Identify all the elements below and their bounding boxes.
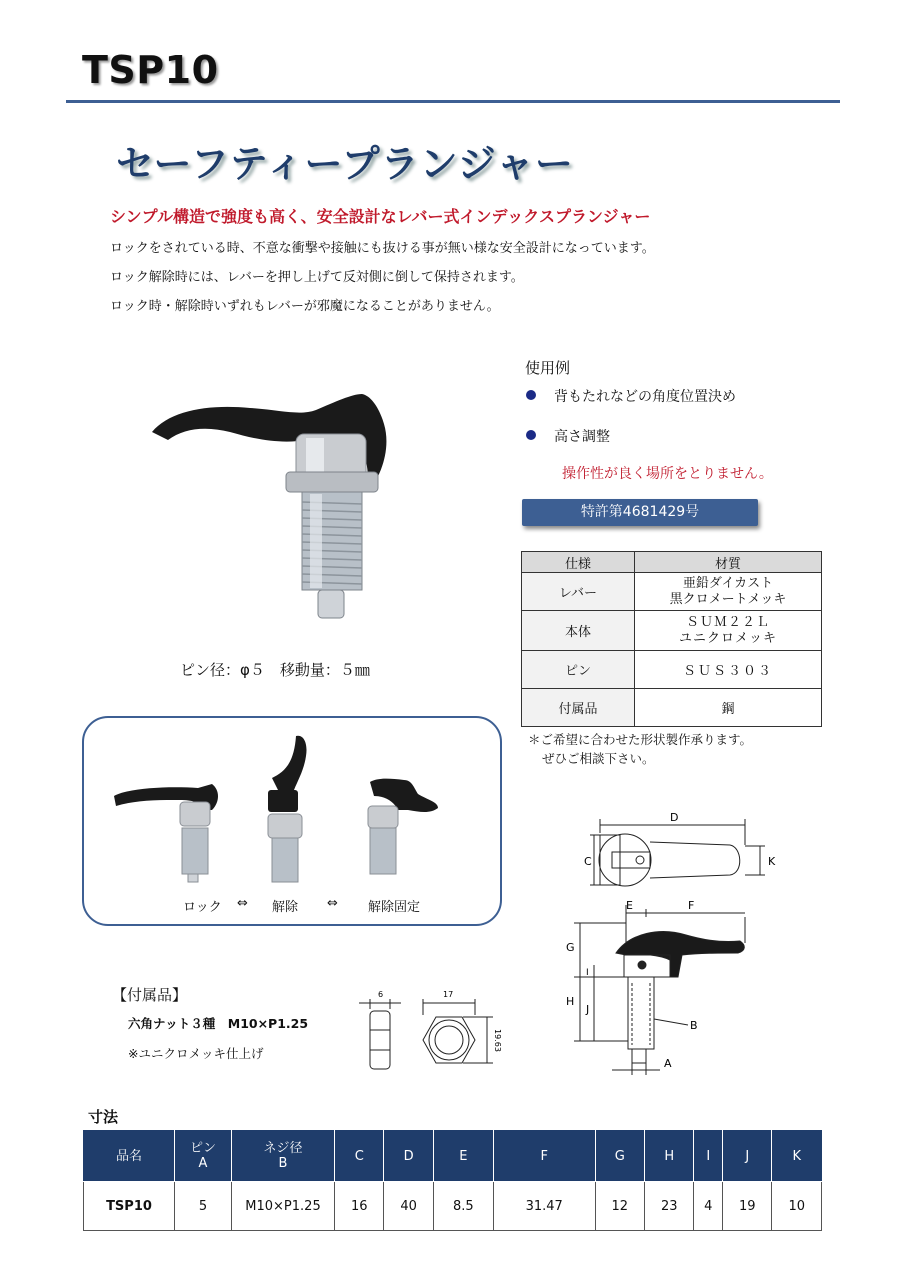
state-label-lock: ロック	[183, 900, 222, 915]
spec-header-row	[522, 552, 822, 573]
state-label-release: 解除	[272, 900, 299, 915]
arrow-icon: ⇔	[237, 896, 248, 911]
usage-item-label: 背もたれなどの角度位置決め	[554, 389, 736, 405]
dimensions-table	[83, 1130, 822, 1231]
product-title: セーフティープランジャー	[116, 142, 574, 186]
dim-cell: 23	[645, 1182, 694, 1231]
dim-cell: 40	[384, 1182, 433, 1231]
technical-drawing	[550, 805, 790, 1090]
spec-row	[522, 611, 822, 651]
usage-item-label: 高さ調整	[554, 429, 610, 445]
dim-label-A: A	[664, 1057, 672, 1070]
spec-material: ＳＵＳ３０３	[635, 651, 822, 689]
description-line: ロック解除時には、レバーを押し上げて反対側に倒して保持されます。	[110, 270, 524, 285]
dim-header: ピン A	[175, 1131, 232, 1182]
dim-cell: 5	[175, 1182, 232, 1231]
state-label-release-fixed: 解除固定	[368, 900, 421, 915]
dim-header: J	[723, 1131, 772, 1182]
dim-header: K	[772, 1131, 822, 1182]
description-line: ロック時・解除時いずれもレバーが邪魔になることがありません。	[110, 299, 500, 314]
side-view-lever	[616, 932, 744, 977]
dim-header: H	[645, 1131, 694, 1182]
dim-label-F: F	[688, 899, 695, 912]
dim-cell: 4	[694, 1182, 723, 1231]
spec-note-line: ぜひご相談下さい。	[542, 751, 655, 766]
pin-shape	[318, 590, 344, 618]
dim-header: G	[595, 1131, 644, 1182]
spec-material-line: 亜鉛ダイカスト	[682, 575, 774, 591]
model-title: TSP10	[82, 48, 219, 92]
dim-cell: 19	[723, 1182, 772, 1231]
hex-nut-drawing	[345, 985, 505, 1075]
usage-item	[526, 426, 610, 446]
dim-cell: M10×P1.25	[232, 1182, 335, 1231]
patent-badge: 特許第4681429号	[522, 499, 758, 526]
spec-note	[528, 730, 752, 768]
nut-dim-width: 17	[443, 990, 454, 999]
nut-dim-thickness: 6	[378, 990, 384, 999]
dim-label-H: H	[566, 995, 575, 1008]
dim-cell: 31.47	[493, 1182, 595, 1231]
dim-header: E	[433, 1131, 493, 1182]
spec-row	[522, 573, 822, 611]
spec-material	[635, 611, 822, 651]
release-state-figure	[268, 736, 307, 882]
dim-label-D: D	[670, 811, 679, 824]
usage-title: 使用例	[525, 359, 571, 377]
spec-header: 仕様	[522, 552, 635, 573]
release-fixed-state-figure	[368, 779, 438, 874]
lock-state-figure	[114, 784, 218, 882]
dim-cell: TSP10	[84, 1182, 175, 1231]
arrow-icon: ⇔	[327, 896, 338, 911]
tagline: シンプル構造で強度も高く、安全設計なレバー式インデックスプランジャー	[110, 207, 651, 226]
spec-material-line: ＳＵＭ２２Ｌ	[685, 614, 770, 630]
dim-cell: 8.5	[433, 1182, 493, 1231]
product-photo	[140, 380, 400, 630]
title-divider	[66, 100, 840, 103]
bullet-icon	[526, 430, 536, 440]
spec-material-line: 黒クロメートメッキ	[669, 591, 787, 607]
accessory-item: 六角ナット３種 M10×P1.25	[128, 1016, 309, 1031]
accessory-note: ※ユニクロメッキ仕上げ	[128, 1046, 264, 1061]
nut-dim-corner: 19.63	[493, 1029, 502, 1052]
spec-header: 材質	[635, 552, 822, 573]
dim-label-C: C	[584, 855, 592, 868]
description-line: ロックをされている時、不意な衝撃や接触にも抜ける事が無い様な安全設計になっています。	[110, 241, 655, 256]
states-illustration	[108, 730, 438, 890]
dim-cell: 10	[772, 1182, 822, 1231]
spec-part: レバー	[522, 573, 635, 611]
accessory-title: 【付属品】	[112, 986, 188, 1004]
dim-label-B: B	[690, 1019, 698, 1032]
usage-note: 操作性が良く場所をとりません。	[562, 466, 773, 482]
dim-header: I	[694, 1131, 723, 1182]
dim-label-K: K	[768, 855, 776, 868]
spec-row	[522, 689, 822, 727]
spec-material	[635, 573, 822, 611]
dim-header: F	[493, 1131, 595, 1182]
dimensions-title: 寸法	[88, 1108, 119, 1126]
dim-label-E: E	[626, 899, 633, 912]
dim-header: C	[335, 1131, 384, 1182]
dim-header: ネジ径 B	[232, 1131, 335, 1182]
dim-label-G: G	[566, 941, 575, 954]
spec-part: ピン	[522, 651, 635, 689]
spec-part: 本体	[522, 611, 635, 651]
top-view-body	[600, 835, 620, 885]
bullet-icon	[526, 390, 536, 400]
spec-part: 付属品	[522, 689, 635, 727]
dim-label-J: J	[586, 1003, 590, 1016]
spec-material-line: ユニクロメッキ	[678, 630, 777, 646]
dim-cell: 16	[335, 1182, 384, 1231]
spec-note-line: ＊ご希望に合わせた形状製作承ります。	[528, 732, 753, 747]
dim-label-I: I	[586, 968, 589, 978]
table-row	[84, 1182, 822, 1231]
pin-caption: ピン径：φ５ 移動量：５㎜	[180, 661, 370, 679]
dim-header: 品名	[84, 1131, 175, 1182]
usage-item	[526, 386, 736, 406]
spec-material: 鋼	[635, 689, 822, 727]
dim-header: D	[384, 1131, 433, 1182]
dim-cell: 12	[595, 1182, 644, 1231]
dimensions-header-row	[84, 1131, 822, 1182]
spec-row	[522, 651, 822, 689]
spec-table	[521, 551, 822, 727]
